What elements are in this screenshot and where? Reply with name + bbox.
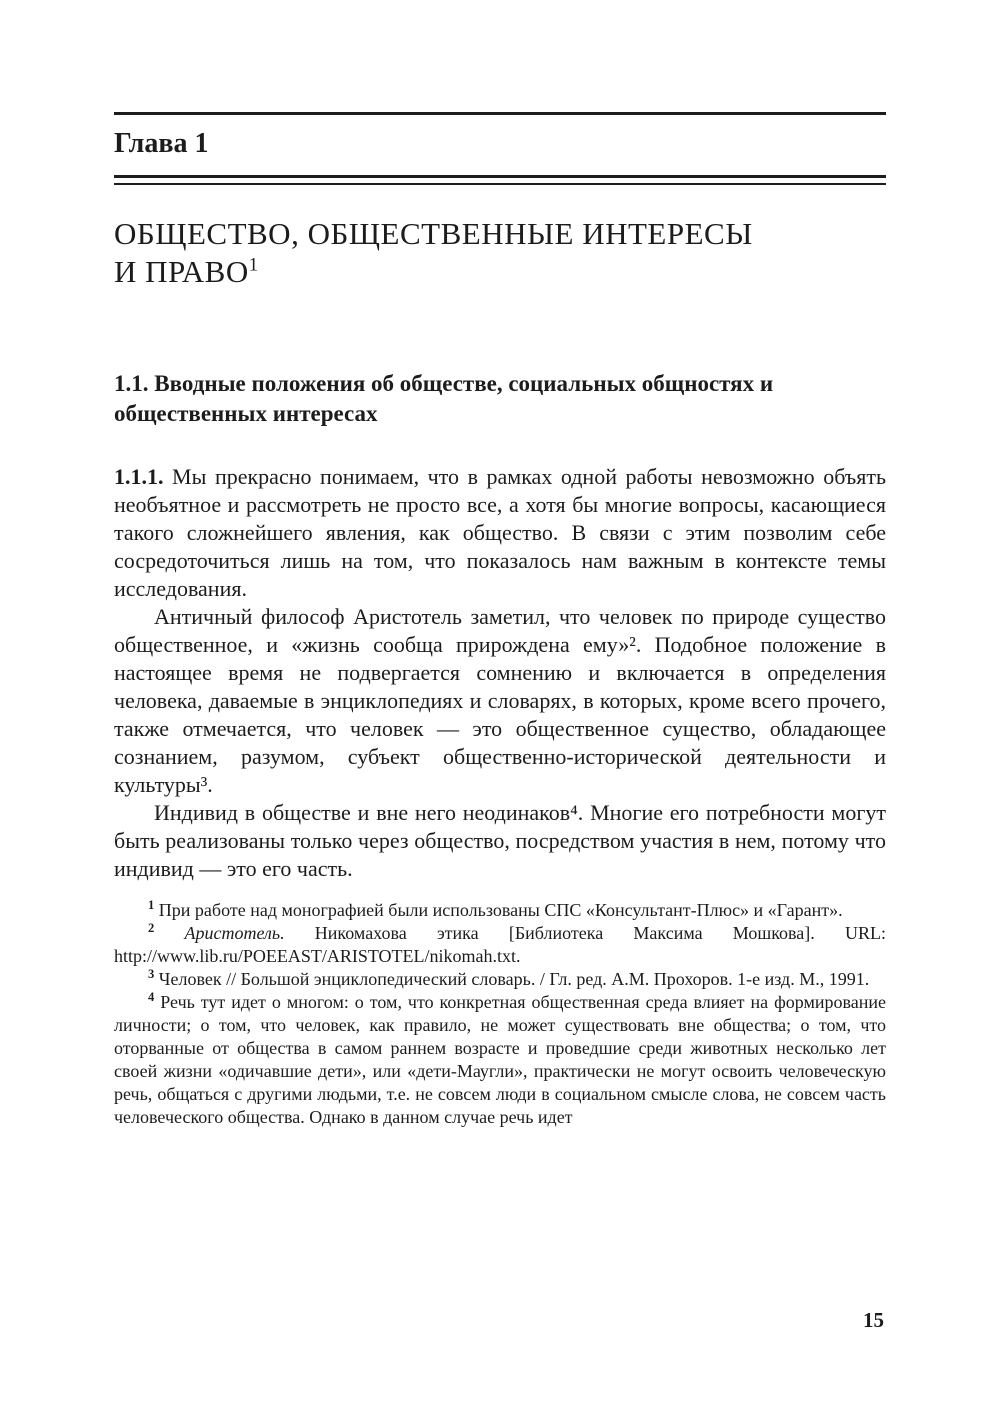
page-content — [114, 112, 886, 1129]
paragraph-text: Мы прекрасно понимаем, что в рамках одной работы невозможно объять необъятное и рассмотреть не просто все, а хотя бы многие вопросы, касающиеся такого сложнейшего явления, как общество. В связи с этим позволим себе сосредоточиться лишь на том, что показалось нам важным в контексте темы исследования. — [114, 464, 886, 601]
section-heading: 1.1. Вводные положения об обществе, социальных общностях и общественных интересах — [114, 371, 774, 426]
paragraph — [114, 603, 886, 799]
footnote-text: Человек // Большой энциклопедический словарь. / Гл. ред. А.М. Прохоров. 1-е изд. М., 1991. — [158, 969, 870, 989]
paragraph — [114, 463, 886, 603]
paragraph — [114, 799, 886, 883]
footnote — [114, 968, 886, 991]
footnote — [114, 991, 886, 1129]
footnote-marker: 2 — [148, 921, 155, 935]
divider-thick-line — [114, 175, 886, 178]
footnote-text: При работе над монографией были использованы СПС «Консультант-Плюс» и «Гарант». — [158, 900, 843, 920]
chapter-title-line1: ОБЩЕСТВО, ОБЩЕСТВЕННЫЕ ИНТЕРЕСЫ — [114, 216, 753, 251]
title-footnote-marker: 1 — [248, 254, 259, 276]
footnote-marker: 3 — [148, 967, 155, 981]
footnote-text: Речь тут идет о многом: о том, что конкретная общественная среда влияет на формирование личности; о том, что человек, как правило, не может существовать вне общества; о том, что оторванные от общества в самом раннем возрасте и проведшие среди животных несколько лет своей жизни «одичавшие дети», или «дети-Маугли», практически не могут освоить человеческую речь, общаться с другими людьми, т.е. не совсем люди в социальном смысле слова, не совсем часть человеческого общества. Однако в данном случае речь идет — [114, 992, 886, 1127]
footnote-marker: 4 — [148, 990, 155, 1004]
paragraph-text: Античный философ Аристотель заметил, что человек по природе существо общественное, и «жизнь сообща прирождена ему»². Подобное положение в настоящее время не подвергается сомнению и включается в определения человека, даваемые в энциклопедиях и словарях, в которых, кроме всего прочего, также отмечается, что человек — это общественное существо, обладающее сознанием, разумом, субъект общественно-исторической деятельности и культуры³. — [114, 604, 886, 797]
chapter-title-line2: И ПРАВО — [114, 254, 249, 289]
footnote-marker: 1 — [148, 898, 155, 912]
body-paragraphs — [114, 463, 886, 883]
top-rule — [114, 112, 886, 115]
paragraph-lead: 1.1.1. — [114, 464, 164, 489]
chapter-label: Глава 1 — [114, 128, 209, 159]
chapter-divider — [114, 175, 886, 185]
paragraph-text: Индивид в обществе и вне него неодинаков⁴. Многие его потребности могут быть реализованы только через общество, посредством участия в нем, потому что индивид — это его часть. — [114, 800, 886, 881]
page-number: 15 — [863, 1308, 884, 1332]
footnote-text: Никомахова этика [Библиотека Максима Мошкова]. URL: http://www.lib.ru/POEEAST/ARISTOTEL/nikomah.txt. — [114, 923, 887, 966]
footnote — [114, 899, 886, 922]
footnote-text: Аристотель. — [184, 923, 285, 943]
chapter-title — [114, 215, 886, 291]
footnotes — [114, 899, 886, 1129]
divider-thin-line — [114, 183, 886, 185]
footnote — [114, 922, 886, 968]
